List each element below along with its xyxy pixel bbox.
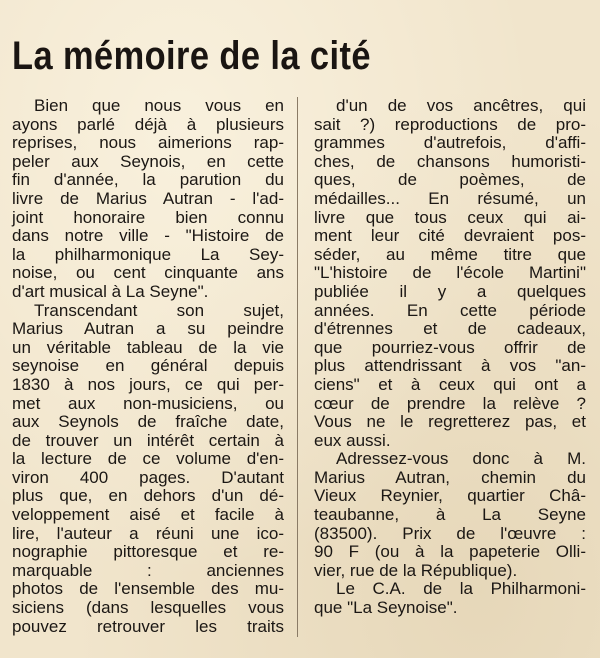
article-text-line: "L'histoire de l'école Martini" xyxy=(314,263,586,283)
article-text-line: seynoise en général depuis xyxy=(12,356,284,376)
article-text-line: médailles... En résumé, un xyxy=(314,188,586,208)
article-text-line: aux Seynols de fraîche date, xyxy=(12,412,284,432)
article-text-line: ches, de chansons humoristi- xyxy=(314,151,586,171)
article-text-line: de trouver un intérêt certain à xyxy=(12,430,284,450)
article-text-line: que pourriez-vous offrir de xyxy=(314,337,586,357)
article-text-line: d'étrennes et de cadeaux, xyxy=(314,319,586,339)
article-text-line: Transcendant son sujet, xyxy=(34,300,284,320)
article-text-line: lire, l'auteur a réuni une ico- xyxy=(12,523,284,543)
article-text-line: eux aussi. xyxy=(314,430,391,450)
article-text-line: livre que tous ceux qui ai- xyxy=(314,207,586,227)
article-text-line: livre de Marius Autran - l'ad- xyxy=(12,188,284,208)
article-text-line: marquable : anciennes xyxy=(12,560,284,580)
article-text-line: (83500). Prix de l'œuvre : xyxy=(314,523,586,543)
article-text-line: 1830 à nos jours, ce qui per- xyxy=(12,374,284,394)
article-text-line: d'un de vos ancêtres, qui xyxy=(336,96,586,115)
article-text-line: ciens" et à ceux qui ont a xyxy=(314,374,586,394)
article-title: La mémoire de la cité xyxy=(12,34,371,78)
article-text-line: Adressez-vous donc à M. xyxy=(336,449,586,469)
article-text-line: ment leur cité devraient pos- xyxy=(314,226,586,246)
article-text-line: séder, au même titre que xyxy=(314,244,586,264)
article-text-line: cœur de prendre la relève ? xyxy=(314,393,586,413)
article-text-line: met aux non-musiciens, ou xyxy=(12,393,284,413)
article-text-line: plus que, en dehors d'un dé- xyxy=(12,486,284,506)
article-text-line: pouvez retrouver les traits xyxy=(12,616,284,636)
article-text-line: peler aux Seynois, en cette xyxy=(12,151,284,171)
article-text-line: Vous ne le regretterez pas, et xyxy=(314,412,586,432)
article-text-line: joint honoraire bien connu xyxy=(12,207,284,227)
article-text-line: d'art musical à La Seyne". xyxy=(12,281,209,301)
article-text-line: Le C.A. de la Philharmoni- xyxy=(336,579,586,599)
article-text-line: dans notre ville - "Histoire de xyxy=(12,226,284,246)
article-text-line: plus attendrissant à vos "an- xyxy=(314,356,586,376)
article-text-line: veloppement aisé et facile à xyxy=(12,505,284,525)
article-text-line: fin d'année, la parution du xyxy=(12,170,284,190)
article-text-line: noise, ou cent cinquante ans xyxy=(12,263,284,283)
column-divider xyxy=(297,97,298,637)
article-text-line: années. En cette période xyxy=(314,300,586,320)
article-text-line: viron 400 pages. D'autant xyxy=(12,467,284,487)
article-text-line: que "La Seynoise". xyxy=(314,598,458,618)
article-text-line: 90 F (ou à la papeterie Olli- xyxy=(314,542,586,562)
article-text-line: sait ?) reproductions de pro- xyxy=(314,114,586,134)
article-text-line: ques, de poèmes, de xyxy=(314,170,586,190)
article-text-line: un véritable tableau de la vie xyxy=(12,337,284,357)
article-column-left xyxy=(12,97,284,636)
article-text-line: publiée il y a quelques xyxy=(314,281,586,301)
article-text-line: grammes d'autrefois, d'affi- xyxy=(314,133,586,153)
article-text-line: la lecture de ce volume d'en- xyxy=(12,449,284,469)
article-text-line: Marius Autran a su peindre xyxy=(12,319,284,339)
article-text-line: siciens (dans lesquelles vous xyxy=(12,598,284,618)
article-text-line: reprises, nous aimerions rap- xyxy=(12,133,284,153)
article-text-line: Bien que nous vous en xyxy=(34,96,284,115)
article-text-line: ayons parlé déjà à plusieurs xyxy=(12,114,284,134)
article-text-line: teaubanne, à La Seyne xyxy=(314,505,586,525)
article-column-right xyxy=(314,97,586,618)
article-text-line: photos de l'ensemble des mu- xyxy=(12,579,284,599)
article-text-line: vier, rue de la République). xyxy=(314,560,518,580)
article-text-line: nographie pittoresque et re- xyxy=(12,542,284,562)
article-text-line: Vieux Reynier, quartier Châ- xyxy=(314,486,586,506)
article-text-line: Marius Autran, chemin du xyxy=(314,467,586,487)
article-text-line: la philharmonique La Sey- xyxy=(12,244,284,264)
